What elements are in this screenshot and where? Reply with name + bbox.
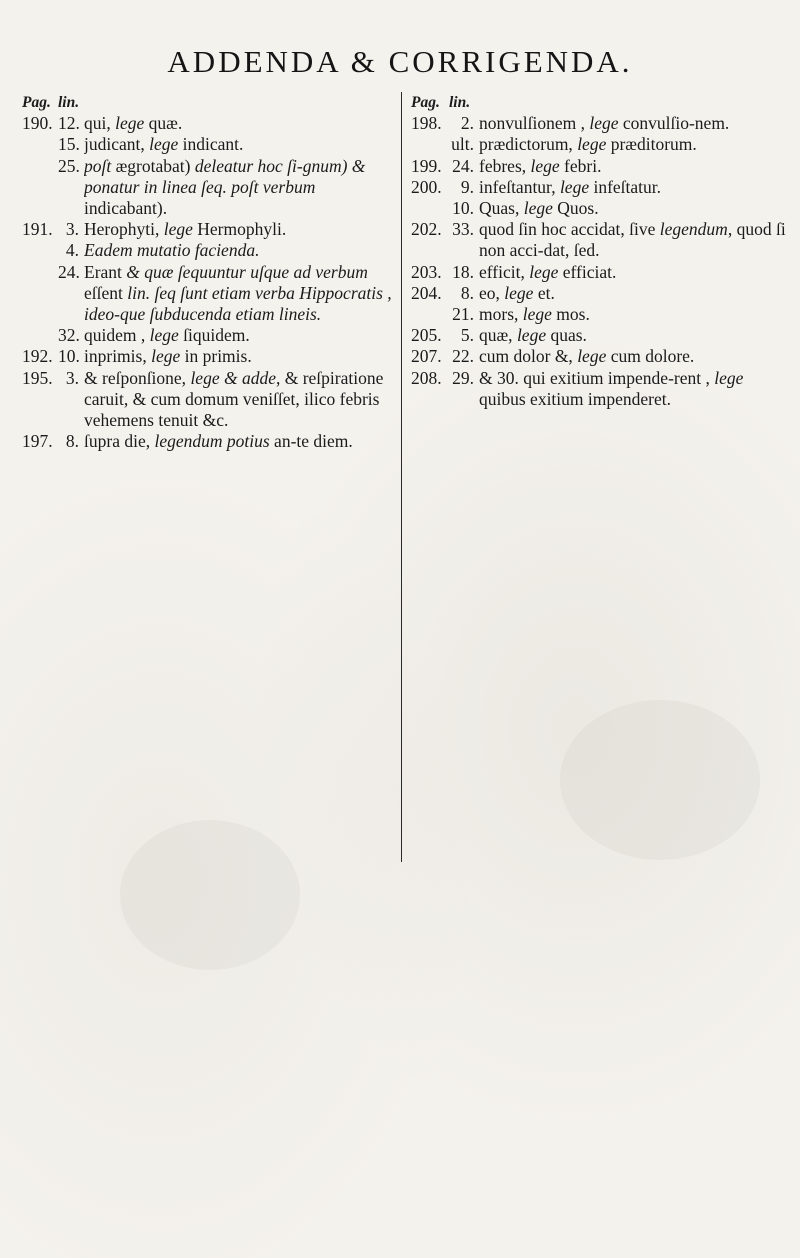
- correction-text: [479, 368, 786, 410]
- erratum-entry: [411, 368, 786, 410]
- text-segment: febres,: [479, 155, 531, 176]
- correction-text: [479, 156, 786, 177]
- italic-segment: lege: [530, 155, 560, 176]
- italic-segment: lege: [529, 261, 559, 282]
- erratum-entry: [411, 283, 786, 304]
- line-number: 33.: [452, 219, 474, 240]
- correction-text: [84, 262, 392, 326]
- correction-text: [84, 113, 392, 134]
- text-segment: mors,: [479, 304, 523, 325]
- text-segment: , & reſpiratione caruit, & cum domum veniſſet, ilico febris vehemens tenuit &c.: [84, 367, 384, 431]
- page-number: [22, 156, 58, 220]
- correction-text: [479, 262, 786, 283]
- italic-segment: lege: [151, 346, 181, 367]
- text-segment: ſupra die,: [84, 431, 155, 452]
- erratum-entry: [22, 219, 392, 240]
- paper-stain: [560, 700, 760, 860]
- erratum-entry: [411, 325, 786, 346]
- erratum-entry: [22, 134, 392, 155]
- line-number: 10.: [58, 346, 80, 367]
- text-segment: Herophyti,: [84, 219, 164, 240]
- erratum-entry: [411, 113, 786, 134]
- pag-header: Pag.: [411, 94, 440, 111]
- line-number: 32.: [58, 325, 80, 346]
- page-number: 192.: [22, 346, 53, 367]
- page-number: [22, 262, 58, 326]
- correction-text: [479, 283, 786, 304]
- text-segment: eo,: [479, 282, 505, 303]
- line-number: 24.: [58, 261, 80, 282]
- text-segment: nonvulſionem ,: [479, 113, 590, 134]
- italic-segment: lege: [504, 282, 534, 303]
- correction-text: [479, 113, 786, 134]
- text-segment: convulſio-nem.: [618, 113, 730, 134]
- italic-segment: legendum potius: [154, 431, 270, 452]
- line-number: 24.: [452, 155, 474, 176]
- italic-segment: lege: [589, 113, 619, 134]
- text-segment: præditorum.: [606, 134, 697, 155]
- erratum-entry: [411, 177, 786, 198]
- paper-stain: [120, 820, 300, 970]
- text-segment: eſſent: [84, 282, 128, 303]
- correction-text: [84, 134, 392, 155]
- erratum-entry: [411, 134, 786, 155]
- page-number: 204.: [411, 282, 442, 303]
- line-number: 12.: [58, 113, 80, 134]
- erratum-entry: [411, 156, 786, 177]
- line-number: 8.: [65, 431, 79, 452]
- text-segment: cum dolore.: [606, 346, 695, 367]
- text-segment: febri.: [559, 155, 602, 176]
- erratum-entry: [411, 219, 786, 261]
- italic-segment: legendum: [659, 219, 728, 240]
- italic-segment: lege: [115, 113, 145, 134]
- correction-text: [479, 177, 786, 198]
- line-number: 21.: [452, 304, 474, 325]
- right-column: [411, 92, 786, 410]
- italic-segment: lege: [522, 304, 552, 325]
- lin-header: lin.: [449, 94, 471, 111]
- correction-text: [84, 368, 392, 432]
- line-number: 3.: [65, 219, 79, 240]
- text-segment: & 30. qui exitium impende-rent ,: [479, 367, 715, 388]
- text-segment: judicant,: [84, 134, 150, 155]
- text-segment: qui,: [84, 113, 116, 134]
- text-segment: ſiquidem.: [178, 325, 250, 346]
- erratum-entry: [22, 431, 392, 452]
- italic-segment: lege: [714, 367, 744, 388]
- text-segment: indicant.: [178, 134, 244, 155]
- pag-header: Pag.: [22, 94, 51, 111]
- italic-segment: lege: [149, 134, 179, 155]
- line-number: 3.: [65, 367, 79, 388]
- page-number: 208.: [411, 367, 442, 388]
- line-number: 25.: [58, 155, 80, 176]
- text-segment: quibus exitium impenderet.: [479, 388, 671, 409]
- text-segment: Erant: [84, 261, 127, 282]
- line-number: 29.: [452, 367, 474, 388]
- left-entries: [22, 113, 392, 452]
- text-segment: Quos.: [552, 198, 599, 219]
- text-segment: infeſtantur,: [479, 176, 560, 197]
- italic-segment: lege: [523, 198, 553, 219]
- line-number: 15.: [58, 134, 80, 155]
- text-segment: Hermophyli.: [192, 219, 287, 240]
- right-entries: [411, 113, 786, 410]
- text-segment: infeſtatur.: [589, 176, 662, 197]
- line-number: 18.: [452, 261, 474, 282]
- italic-segment: lege & adde: [190, 367, 276, 388]
- left-column: [22, 92, 392, 452]
- text-segment: , quod ſi non acci-dat, ſed.: [479, 219, 786, 261]
- correction-text: [84, 156, 392, 220]
- left-column-header: [22, 92, 392, 113]
- lin-header: lin.: [58, 94, 80, 111]
- correction-text: [84, 325, 392, 346]
- page-number: 200.: [411, 176, 442, 197]
- correction-text: [479, 325, 786, 346]
- erratum-entry: [411, 346, 786, 367]
- page-number: 199.: [411, 155, 442, 176]
- text-segment: efficiat.: [558, 261, 617, 282]
- italic-segment: lin. ſeq ſunt etiam verba Hippocratis , ideo-que ſubducenda etiam lineis.: [84, 282, 392, 325]
- text-segment: mos.: [551, 304, 590, 325]
- page-number: [22, 240, 58, 261]
- page-number: [411, 198, 449, 219]
- page-title: ADDENDA & CORRIGENDA.: [167, 44, 633, 79]
- page-number: 195.: [22, 367, 53, 388]
- page-number: 203.: [411, 261, 442, 282]
- page-number: [411, 304, 449, 325]
- text-segment: quæ.: [144, 113, 183, 134]
- correction-text: [479, 346, 786, 367]
- erratum-entry: [22, 262, 392, 326]
- italic-segment: lege: [149, 325, 179, 346]
- correction-text: [84, 346, 392, 367]
- line-number: 5.: [460, 325, 474, 346]
- page-number: 191.: [22, 219, 53, 240]
- text-segment: & reſponſione,: [84, 367, 191, 388]
- italic-segment: lege: [577, 346, 607, 367]
- page-number: [22, 325, 58, 346]
- text-segment: ægrotabat): [111, 155, 195, 176]
- erratum-entry: [411, 198, 786, 219]
- text-segment: in primis.: [180, 346, 252, 367]
- italic-segment: & quæ ſequuntur uſque ad verbum: [126, 261, 368, 282]
- text-segment: Quas,: [479, 198, 524, 219]
- page-number: 198.: [411, 113, 442, 134]
- correction-text: [479, 134, 786, 155]
- erratum-entry: [22, 368, 392, 432]
- page-number: 190.: [22, 113, 53, 134]
- text-segment: inprimis,: [84, 346, 152, 367]
- line-number: 2.: [460, 113, 474, 134]
- italic-segment: lege: [516, 325, 547, 346]
- italic-segment: deleatur hoc ſi-gnum) & ponatur in linea ſeq. poſt verbum: [84, 155, 366, 197]
- correction-text: [84, 219, 392, 240]
- text-segment: an-te diem.: [269, 431, 353, 452]
- line-number: 22.: [452, 346, 474, 367]
- erratum-entry: [22, 346, 392, 367]
- page-number: 202.: [411, 219, 442, 240]
- line-number: 9.: [460, 176, 474, 197]
- page-number: 205.: [411, 325, 442, 346]
- erratum-entry: [22, 113, 392, 134]
- column-divider: [401, 92, 402, 862]
- italic-segment: lege: [163, 219, 193, 240]
- line-number: ult.: [451, 134, 474, 155]
- erratum-entry: [22, 325, 392, 346]
- text-segment: quod ſin hoc accidat, ſive: [479, 219, 660, 240]
- erratum-entry: [411, 304, 786, 325]
- italic-segment: lege: [559, 176, 590, 197]
- correction-text: [84, 240, 392, 261]
- text-segment: quæ,: [479, 325, 517, 346]
- correction-text: [84, 431, 392, 452]
- text-segment: cum dolor &,: [479, 346, 578, 367]
- italic-segment: poſt: [84, 155, 112, 176]
- page-number: 207.: [411, 346, 442, 367]
- correction-text: [479, 304, 786, 325]
- erratum-entry: [22, 240, 392, 261]
- correction-text: [479, 219, 786, 261]
- right-column-header: [411, 92, 786, 113]
- page-number: [411, 134, 449, 155]
- text-segment: prædictorum,: [479, 134, 578, 155]
- page-number: [22, 134, 58, 155]
- text-segment: quas.: [546, 325, 587, 346]
- italic-segment: Eadem mutatio facienda.: [84, 240, 260, 261]
- erratum-entry: [22, 156, 392, 220]
- italic-segment: lege: [577, 134, 607, 155]
- line-number: 10.: [452, 198, 474, 219]
- line-number: 4.: [65, 240, 79, 261]
- correction-text: [479, 198, 786, 219]
- page-number: 197.: [22, 431, 53, 452]
- text-segment: quidem ,: [84, 325, 150, 346]
- line-number: 8.: [460, 282, 474, 303]
- text-segment: indicabant).: [84, 198, 168, 219]
- text-segment: efficit,: [479, 261, 530, 282]
- erratum-entry: [411, 262, 786, 283]
- text-segment: et.: [533, 282, 555, 303]
